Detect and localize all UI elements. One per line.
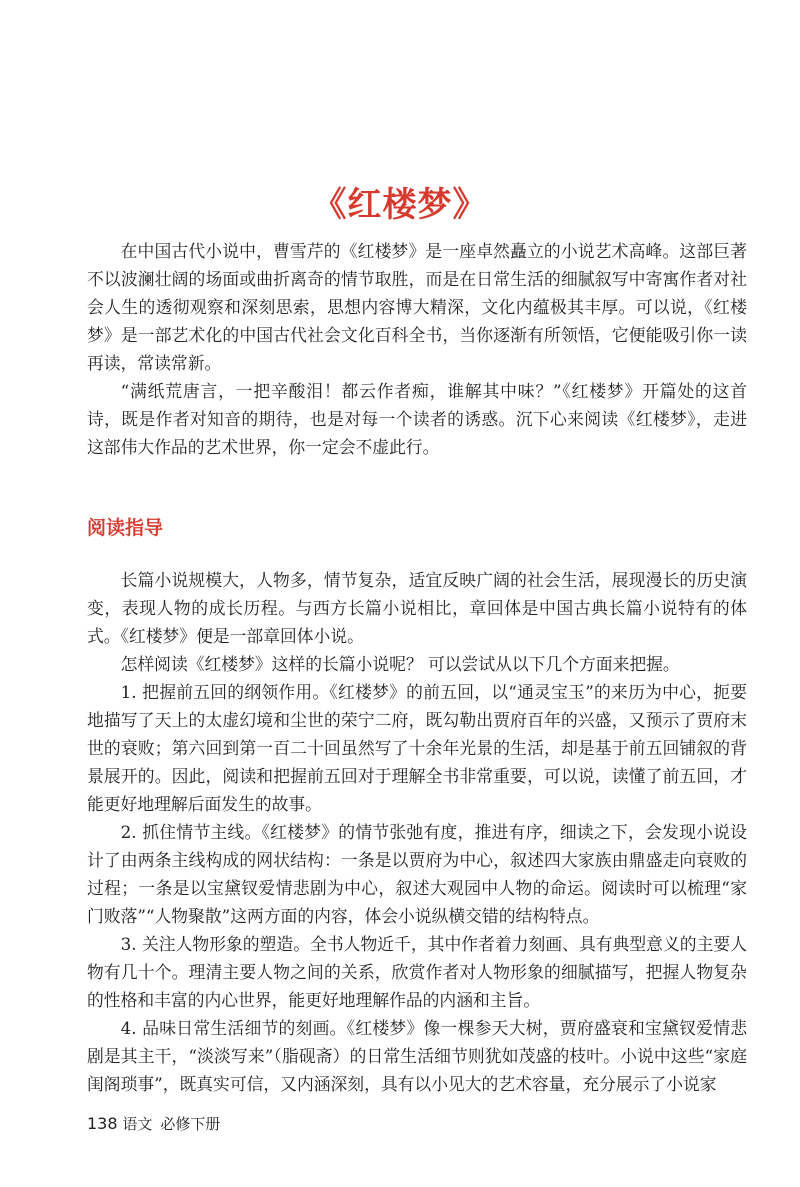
intro-paragraph: 在中国古代小说中，曹雪芹的《红楼梦》是一座卓然矗立的小说艺术高峰。这部巨著不以波澜壮阔的场面或曲折离奇的情节取胜，而是在日常生活的细腻叙写中寄寓作者对社会人生的透彻观察和深刻思索，思想内容博大精深，文化内蕴极其丰厚。可以说，《红楼梦》是一部艺术化的中国古代社会文化百科全书，当你逐渐有所领悟，它便能吸引你一读再读，常读常新。 xyxy=(87,241,747,373)
guide-paragraph: 2. 抓住情节主线。《红楼梦》的情节张弛有度，推进有序，细读之下，会发现小说设计了由两条主线构成的网状结构：一条是以贾府为中心，叙述四大家族由鼎盛走向衰败的过程；一条是以宝黛钗爱情悲剧为中心，叙述大观园中人物的命运。阅读时可以梳理“家门败落”“人物聚散”这两方面的内容，体会小说纵横交错的结构特点。 xyxy=(87,822,747,926)
guide-paragraph: 1. 把握前五回的纲领作用。《红楼梦》的前五回，以“通灵宝玉”的来历为中心，扼要地描写了天上的太虚幻境和尘世的荣宁二府，既勾勒出贾府百年的兴盛，又预示了贾府末世的衰败；第六回到第一百二十回虽然写了十余年光景的生活，却是基于前五回铺叙的背景展开的。因此，阅读和把握前五回对于理解全书非常重要，可以说，读懂了前五回，才能更好地理解后面发生的故事。 xyxy=(87,682,747,814)
page-title: 《红楼梦》 xyxy=(312,184,488,225)
section-heading-reading-guide: 阅读指导 xyxy=(87,517,164,539)
subject-label: 语文 xyxy=(122,1115,153,1133)
intro-paragraph: “满纸荒唐言，一把辛酸泪！都云作者痴，谁解其中味？”《红楼梦》开篇处的这首诗，既是作者对知音的期待，也是对每一个读者的诱惑。沉下心来阅读《红楼梦》，走进这部伟大作品的艺术世界，你一定会不虚此行。 xyxy=(87,381,747,457)
guide-paragraph: 3. 关注人物形象的塑造。全书人物近千，其中作者着力刻画、具有典型意义的主要人物有几十个。理清主要人物之间的关系，欣赏作者对人物形象的细腻描写，把握人物复杂的性格和丰富的内心世界，能更好地理解作品的内涵和主旨。 xyxy=(87,934,747,1010)
page-footer xyxy=(87,1114,220,1134)
reading-guide-section xyxy=(87,566,747,1098)
guide-paragraph: 长篇小说规模大，人物多，情节复杂，适宜反映广阔的社会生活，展现漫长的历史演变，表现人物的成长历程。与西方长篇小说相比，章回体是中国古典长篇小说特有的体式。《红楼梦》便是一部章回体小说。 xyxy=(87,570,747,646)
guide-paragraph: 4. 品味日常生活细节的刻画。《红楼梦》像一棵参天大树，贾府盛衰和宝黛钗爱情悲剧是其主干，“淡淡写来”（脂砚斋）的日常生活细节则犹如茂盛的枝叶。小说中这些“家庭闺阁琐事”，既真实可信，又内涵深刻，具有以小见大的艺术容量，充分展示了小说家 xyxy=(87,1018,747,1094)
intro-section xyxy=(87,237,747,461)
volume-label: 必修下册 xyxy=(160,1115,221,1133)
page-number: 138 xyxy=(87,1114,118,1133)
guide-paragraph: 怎样阅读《红楼梦》这样的长篇小说呢？ 可以尝试从以下几个方面来把握。 xyxy=(120,654,680,674)
